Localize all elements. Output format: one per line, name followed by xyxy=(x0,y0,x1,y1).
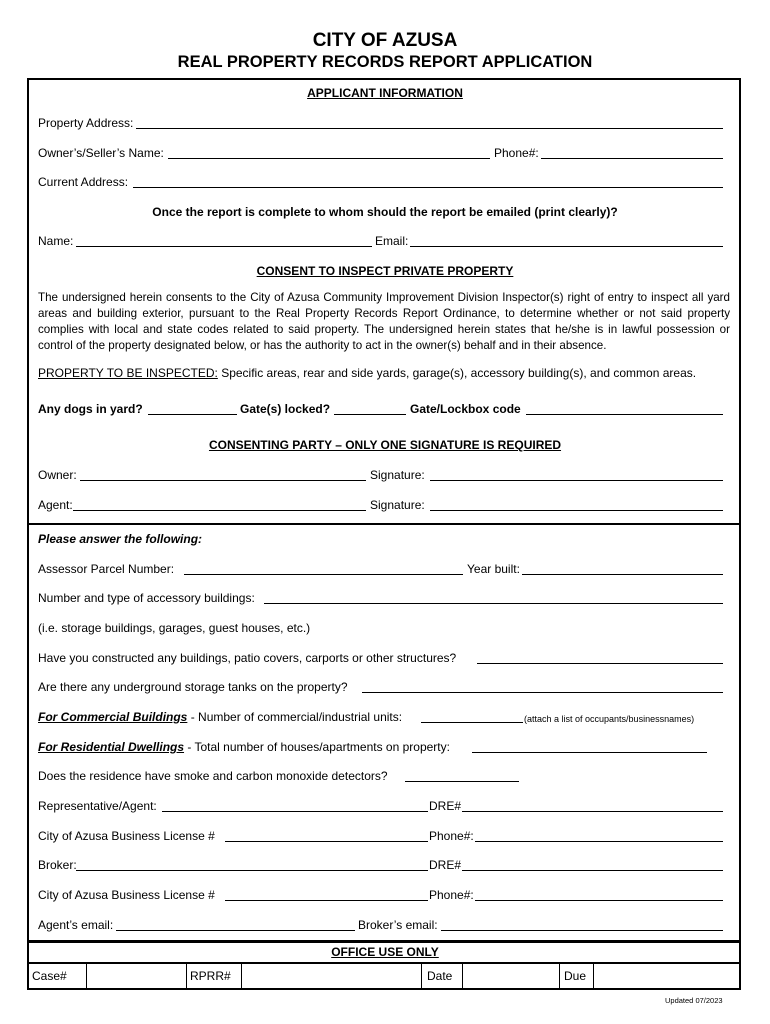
inspected-row xyxy=(38,366,696,380)
inspected-text: Specific areas, rear and side yards, garage(s), accessory building(s), and common areas. xyxy=(221,366,697,380)
broker-phone-label: Phone#: xyxy=(429,888,474,902)
current-address-label: Current Address: xyxy=(38,175,129,189)
apn-label: Assessor Parcel Number: xyxy=(38,562,175,576)
constructed-label: Have you constructed any buildings, patio covers, carports or other structures? xyxy=(38,651,457,665)
questions-section xyxy=(27,523,741,942)
dogs-field[interactable] xyxy=(148,414,237,415)
case-label: Case# xyxy=(32,969,67,983)
residential-row xyxy=(38,740,450,754)
broker-field[interactable] xyxy=(76,870,428,871)
lockbox-field[interactable] xyxy=(526,414,723,415)
commercial-label: For Commercial Buildings xyxy=(38,710,188,724)
office-heading: OFFICE USE ONLY xyxy=(331,945,439,959)
consenting-heading: CONSENTING PARTY – ONLY ONE SIGNATURE IS REQUIRED xyxy=(208,438,562,452)
email-question: Once the report is complete to whom should the report be emailed (print clearly)? xyxy=(152,205,618,219)
owner-label: Owner: xyxy=(38,468,77,482)
due-label-cell xyxy=(559,964,594,988)
accessory-label: Number and type of accessory buildings: xyxy=(38,591,255,605)
rprr-label-cell xyxy=(186,964,242,988)
lockbox-label: Gate/Lockbox code xyxy=(410,402,521,416)
office-table xyxy=(27,962,741,990)
property-address-field[interactable] xyxy=(136,128,723,129)
broker-dre-label: DRE# xyxy=(429,858,462,872)
agent-dre-label: DRE# xyxy=(429,799,462,813)
owner-signature-field[interactable] xyxy=(430,480,723,481)
agent-signature-label: Signature: xyxy=(370,498,425,512)
report-email-field[interactable] xyxy=(410,246,723,247)
consent-paragraph: The undersigned herein consents to the City of Azusa Community Improvement Division Inspector(s) right of entry to inspect all yard areas and building exterior, pursuant to the Real Property Records Report Ordinance, to determine whether or not said property complies with local and state codes related to said property. The undersigned herein states that he/she is in lawful possession or control of the property designated below, or has the authority to act in the owner(s) behalf and in their absence. xyxy=(38,291,730,352)
inspected-label: PROPERTY TO BE INSPECTED: xyxy=(38,366,218,380)
residential-label: For Residential Dwellings xyxy=(38,740,185,754)
dogs-label: Any dogs in yard? xyxy=(38,402,143,416)
property-address-label: Property Address: xyxy=(38,116,134,130)
date-label: Date xyxy=(427,969,453,983)
agent-license-field[interactable] xyxy=(225,841,428,842)
rep-agent-field[interactable] xyxy=(162,811,428,812)
broker-license-field[interactable] xyxy=(225,900,428,901)
year-built-label: Year built: xyxy=(467,562,520,576)
agent-phone-label: Phone#: xyxy=(429,829,474,843)
broker-phone-field[interactable] xyxy=(475,900,723,901)
agent-field[interactable] xyxy=(73,510,366,511)
tanks-label: Are there any underground storage tanks on the property? xyxy=(38,680,348,694)
rprr-label: RPRR# xyxy=(190,969,231,983)
commercial-text: - Number of commercial/industrial units: xyxy=(187,710,403,724)
gates-field[interactable] xyxy=(334,414,406,415)
detectors-field[interactable] xyxy=(405,781,519,782)
owner-name-field[interactable] xyxy=(168,158,490,159)
form-title: CITY OF AZUSA xyxy=(312,30,458,51)
gates-label: Gate(s) locked? xyxy=(240,402,331,416)
owner-phone-field[interactable] xyxy=(541,158,723,159)
report-name-label: Name: xyxy=(38,234,74,248)
broker-license-label: City of Azusa Business License # xyxy=(38,888,215,902)
date-field[interactable] xyxy=(462,964,560,988)
agent-license-label: City of Azusa Business License # xyxy=(38,829,215,843)
agent-email-field[interactable] xyxy=(116,930,355,931)
year-built-field[interactable] xyxy=(522,574,723,575)
agent-dre-field[interactable] xyxy=(462,811,723,812)
accessory-field[interactable] xyxy=(264,603,723,604)
commercial-units-field[interactable] xyxy=(421,722,523,723)
due-label: Due xyxy=(564,969,587,983)
tanks-field[interactable] xyxy=(362,692,723,693)
accessory-example: (i.e. storage buildings, garages, guest houses, etc.) xyxy=(38,621,311,635)
broker-dre-field[interactable] xyxy=(462,870,723,871)
current-address-field[interactable] xyxy=(133,187,723,188)
agent-email-label: Agent’s email: xyxy=(38,918,114,932)
case-label-cell xyxy=(29,964,87,988)
apn-field[interactable] xyxy=(184,574,463,575)
report-email-label: Email: xyxy=(375,234,409,248)
form-subtitle: REAL PROPERTY RECORDS REPORT APPLICATION xyxy=(177,53,593,71)
date-label-cell xyxy=(421,964,463,988)
broker-label: Broker: xyxy=(38,858,77,872)
owner-field[interactable] xyxy=(80,480,366,481)
consent-heading: CONSENT TO INSPECT PRIVATE PROPERTY xyxy=(256,264,514,278)
broker-email-label: Broker’s email: xyxy=(358,918,438,932)
case-field[interactable] xyxy=(86,964,187,988)
detectors-label: Does the residence have smoke and carbon monoxide detectors? xyxy=(38,769,388,783)
rep-agent-label: Representative/Agent: xyxy=(38,799,157,813)
updated-note: Updated 07/2023 xyxy=(665,996,723,1005)
residential-units-field[interactable] xyxy=(472,752,707,753)
agent-label: Agent: xyxy=(38,498,73,512)
commercial-row xyxy=(38,710,402,724)
owner-signature-label: Signature: xyxy=(370,468,425,482)
commercial-note: (attach a list of occupants/businessnames) xyxy=(524,714,695,724)
questions-heading: Please answer the following: xyxy=(38,532,203,546)
agent-phone-field[interactable] xyxy=(475,841,723,842)
residential-text: - Total number of houses/apartments on property: xyxy=(184,740,450,754)
constructed-field[interactable] xyxy=(477,663,723,664)
rprr-field[interactable] xyxy=(241,964,422,988)
due-field[interactable] xyxy=(593,964,739,988)
agent-signature-field[interactable] xyxy=(430,510,723,511)
report-name-field[interactable] xyxy=(76,246,372,247)
broker-email-field[interactable] xyxy=(441,930,723,931)
owner-name-label: Owner’s/Seller’s Name: xyxy=(38,146,164,160)
applicant-heading: APPLICANT INFORMATION xyxy=(307,86,463,100)
owner-phone-label: Phone#: xyxy=(494,146,539,160)
